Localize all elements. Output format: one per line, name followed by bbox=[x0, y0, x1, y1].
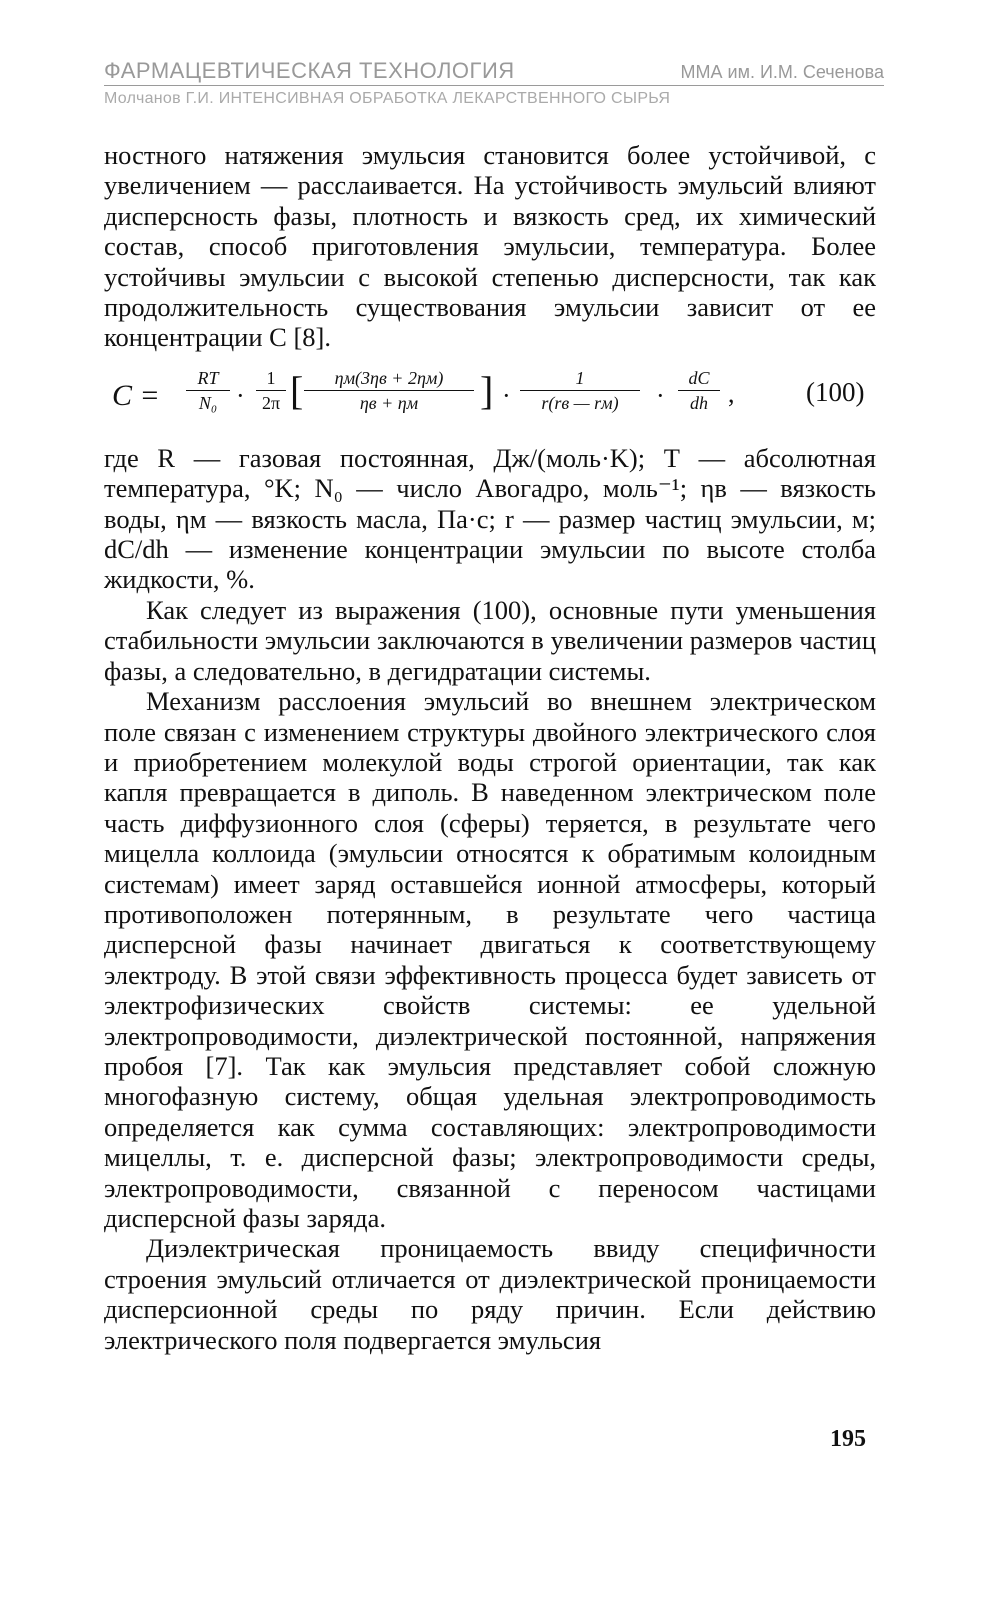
running-header bbox=[104, 58, 884, 108]
frac-num: 1 bbox=[266, 367, 276, 388]
formula-lhs: C = bbox=[112, 378, 160, 412]
frac-bar bbox=[304, 390, 474, 391]
frac-bar bbox=[256, 390, 286, 391]
formula-100 bbox=[104, 361, 876, 437]
frac-num: ηм(3ηв + 2ηм) bbox=[334, 367, 444, 388]
fraction-1-2pi bbox=[256, 367, 286, 414]
frac-bar bbox=[678, 390, 720, 391]
formula-dot: · bbox=[656, 380, 665, 410]
frac-bar bbox=[186, 390, 230, 391]
formula-dot: · bbox=[236, 380, 245, 410]
paragraph-3: Как следует из выражения (100), основные пути уменьшения стабильности эмульсии заключаются в увеличении размеров частиц фазы, а следовательно, в дегидратации системы. bbox=[104, 594, 876, 686]
fraction-dc-dh bbox=[678, 367, 720, 414]
frac-num: 1 bbox=[575, 367, 585, 388]
journal-title: ФАРМАЦЕВТИЧЕСКАЯ ТЕХНОЛОГИЯ bbox=[104, 58, 515, 83]
book-subtitle: Молчанов Г.И. ИНТЕНСИВНАЯ ОБРАБОТКА ЛЕКАРСТВЕННОГО СЫРЬЯ bbox=[104, 90, 671, 107]
bracket-open: [ bbox=[290, 367, 304, 413]
frac-num: RT bbox=[197, 367, 219, 388]
page-number: 195 bbox=[830, 1426, 866, 1452]
frac-den: 2π bbox=[261, 392, 281, 413]
frac-den: ηв + ηм bbox=[359, 392, 419, 413]
institution-name: ММА им. И.М. Сеченова bbox=[680, 62, 884, 82]
fraction-radius bbox=[520, 367, 640, 414]
equation-number: (100) bbox=[806, 376, 865, 407]
frac-bar bbox=[520, 390, 640, 391]
header-row bbox=[104, 58, 884, 86]
paragraph-5: Диэлектрическая проницаемость ввиду специфичности строения эмульсий отличается от диэлектрической проницаемости дисперсионной среды по ряду причин. Если действию электрического поля подвергается эмульсия bbox=[104, 1233, 876, 1355]
fraction-viscosity bbox=[304, 367, 474, 414]
frac-den: r(rв — rм) bbox=[541, 392, 619, 413]
page-body bbox=[104, 140, 876, 1355]
frac-den: N₀ bbox=[198, 392, 218, 413]
fraction-rt-n0 bbox=[186, 367, 230, 414]
formula-comma: , bbox=[728, 378, 735, 408]
frac-den: dh bbox=[690, 392, 708, 413]
paragraph-2: где R — газовая постоянная, Дж/(моль·K); Т — абсолютная температура, °K; N₀ — число Авогадро, моль⁻¹; ηв — вязкость воды, ηм — вязкость масла, Па·с; r — размер частиц эмульсии, м; dC/dh — изменение концентрации эмульсии по высоте столба жидкости, %. bbox=[104, 442, 876, 595]
paragraph-1: ностного натяжения эмульсия становится более устойчивой, с увеличением — расслаивается. На устойчивость эмульсий влияют дисперсность фазы, плотность и вязкость сред, их химический состав, способ приготовления эмульсии, температура. Более устойчивы эмульсии с высокой степенью дисперсности, так как продолжительность существования эмульсии зависит от ее концентрации С [8]. bbox=[104, 140, 876, 353]
bracket-close: ] bbox=[480, 367, 494, 413]
frac-num: dC bbox=[688, 367, 710, 388]
formula-dot: · bbox=[502, 380, 511, 410]
paragraph-4: Механизм расслоения эмульсий во внешнем электрическом поле связан с изменением структуры двойного электрического слоя и приобретением молекулой воды строгой ориентации, так как капля превращается в диполь. В наведенном электрическом поле часть диффузионного слоя (сферы) теряется, в результате чего мицелла коллоида (эмульсии относятся к обратимым колоидным системам) имеет заряд оставшейся ионной атмосферы, который противоположен потерянным, в результате чего частица дисперсной фазы начинает двигаться к соответствующему электроду. В этой связи эффективность процесса будет зависеть от электрофизических свойств системы: ее удельной электропроводимости, диэлектрической постоянной, напряжения пробоя [7]. Так как эмульсия представляет собой сложную многофазную систему, общая удельная электропроводимость определяется как сумма составляющих: электропроводимости мицеллы, т. е. дисперсной фазы; электропроводимости среды, электропроводимости, связанной с переносом частицами дисперсной фазы заряда. bbox=[104, 686, 876, 1233]
